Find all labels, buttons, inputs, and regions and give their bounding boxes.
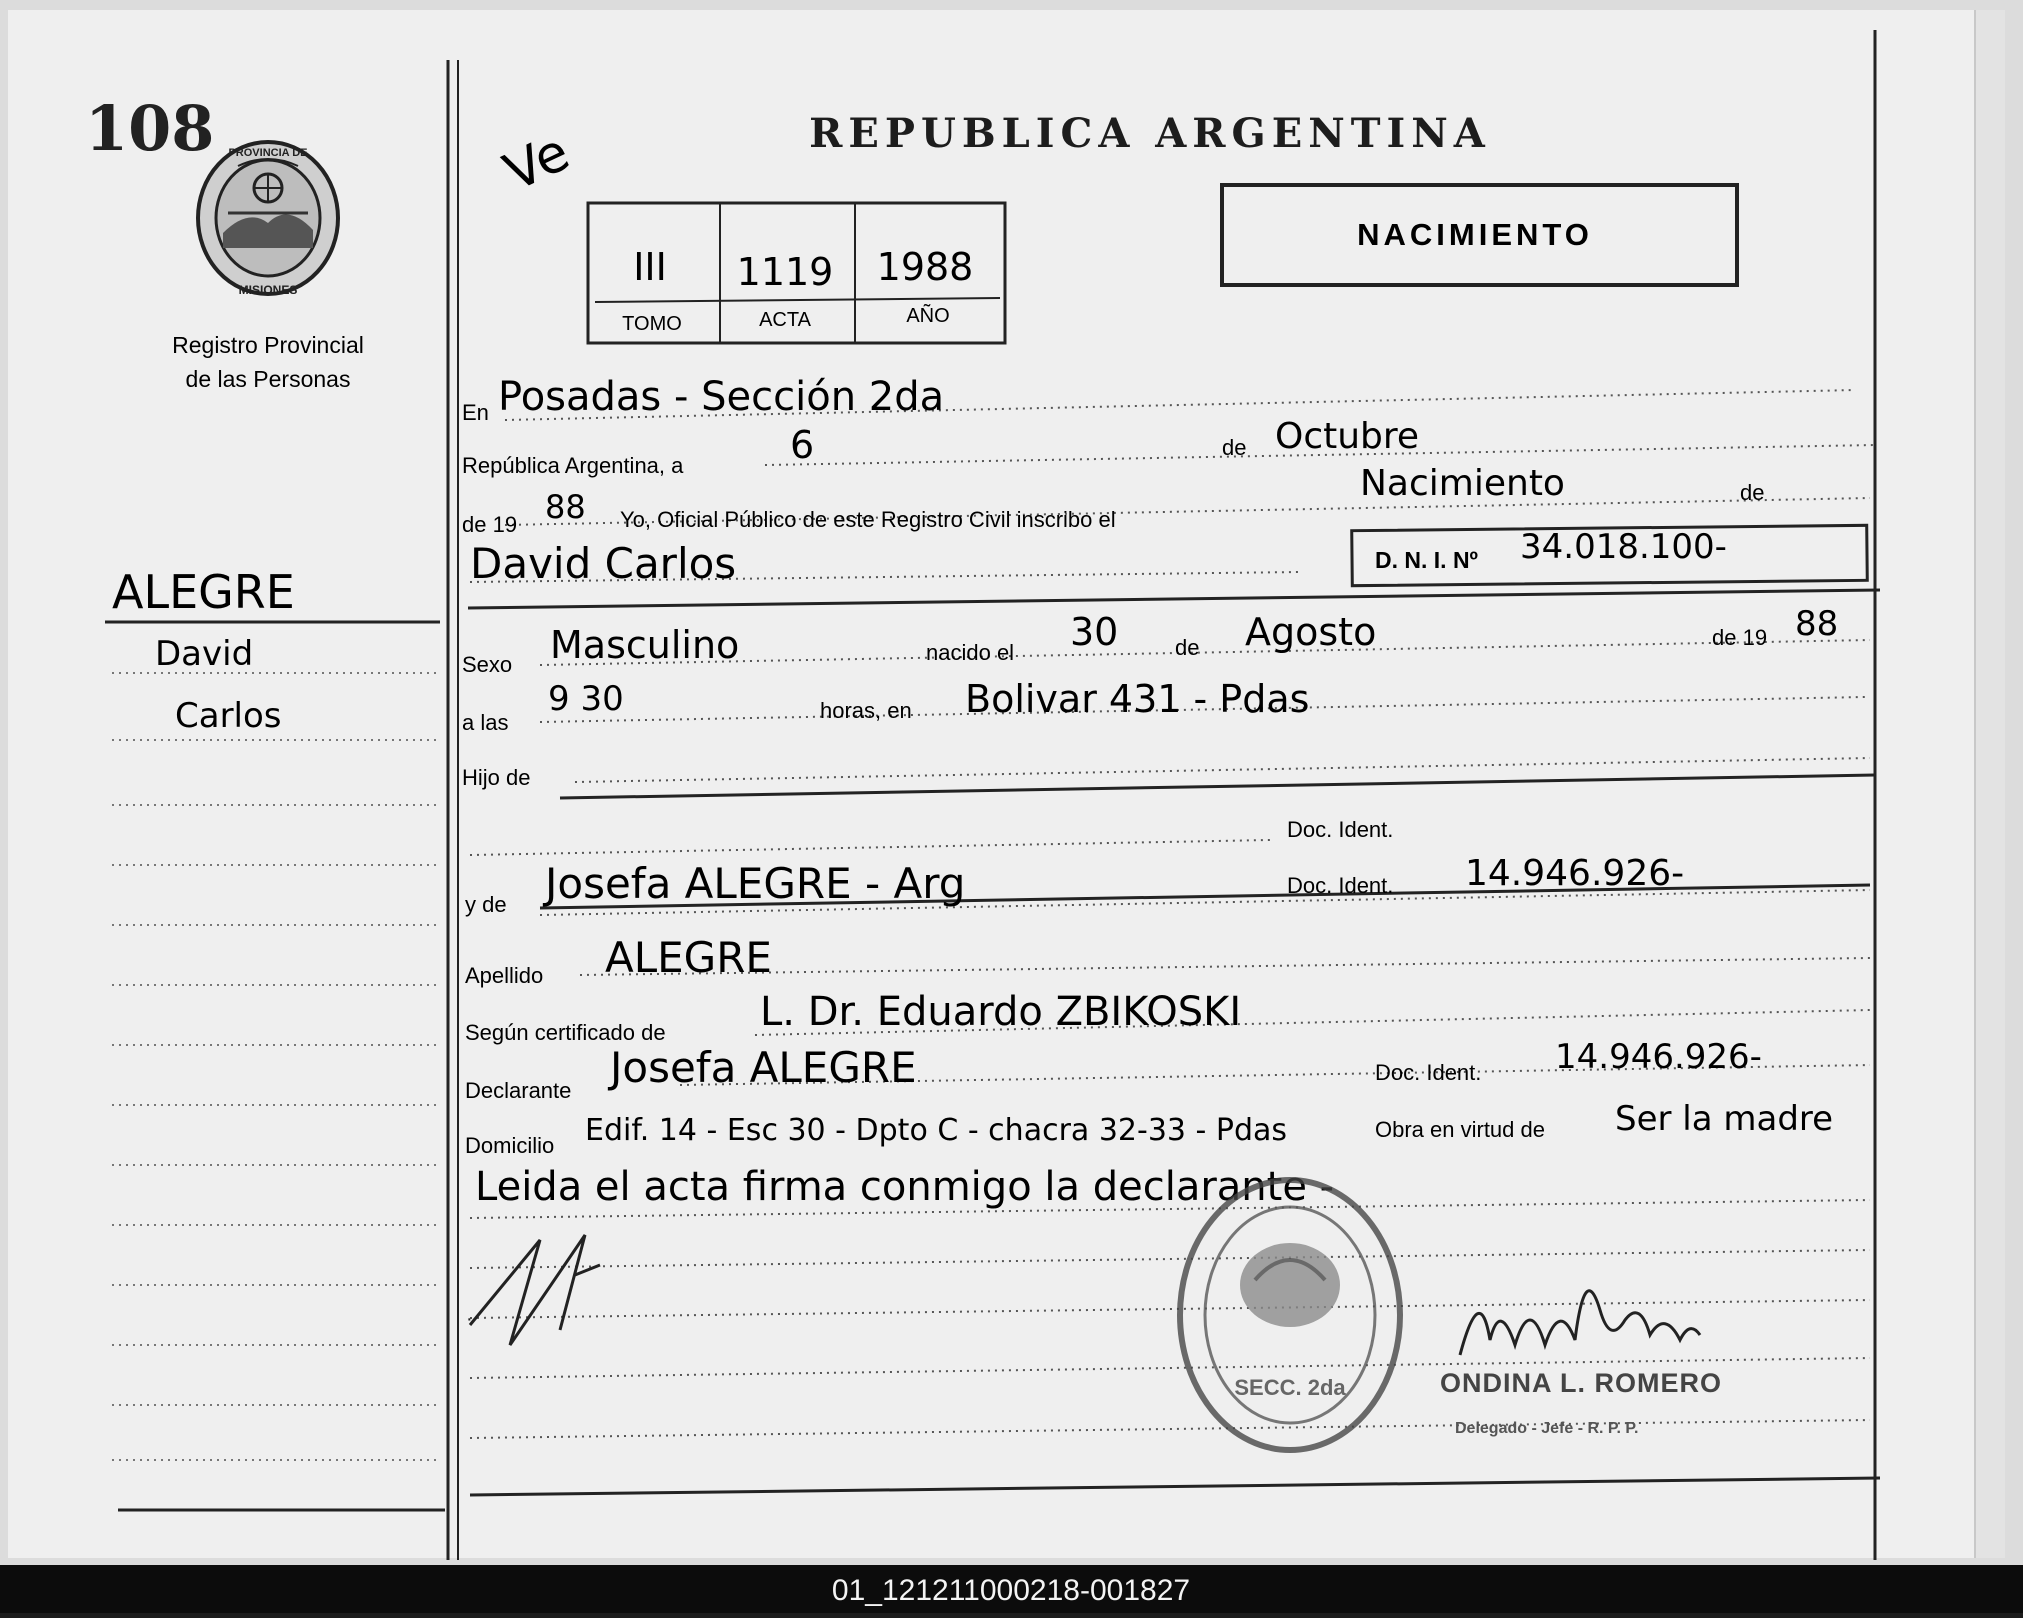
child-name: David Carlos [470,539,737,588]
day-value: 6 [790,423,815,467]
obra-label: Obra en virtud de [1375,1117,1545,1142]
place-value: Bolivar 431 - Pdas [965,677,1310,721]
acta-value: 1119 [736,250,834,294]
de3-label: de [1175,635,1200,660]
registry-line-2: de las Personas [185,366,351,392]
page-edge [1975,10,2005,1558]
mother-doc: 14.946.926- [1465,853,1685,894]
sexo-value: Masculino [550,623,740,667]
margin-name-1: David [155,634,254,674]
obra-value: Ser la madre [1615,1099,1834,1139]
ano-label: AÑO [906,305,950,327]
domicilio-value: Edif. 14 - Esc 30 - Dpto C - chacra 32-33 - Pdas [585,1113,1288,1148]
official-name: ONDINA L. ROMERO [1440,1368,1722,1398]
hour-value: 9 30 [548,679,624,719]
mother-value: Josefa ALEGRE - Arg [545,859,966,908]
official-title: Delegado - Jefe - R. P. P. [1455,1420,1639,1437]
yde-label: y de [465,892,507,917]
seal-text-top: PROVINCIA DE [228,147,308,159]
birth-month: Agosto [1245,610,1377,654]
acta-label: ACTA [759,309,811,331]
birth-day: 30 [1070,610,1119,654]
en-value: Posadas - Sección 2da [498,374,945,420]
act-value: Nacimiento [1360,463,1565,504]
provincial-seal-icon [198,142,338,294]
hijo-label: Hijo de [462,765,531,790]
year-value: 88 [545,488,586,526]
doc-ident3-label: Doc. Ident. [1375,1060,1482,1085]
year-prefix-label: de 19 [462,512,518,537]
en-label: En [462,400,489,425]
nacido-label: nacido el [926,640,1015,665]
margin-name-2: Carlos [175,696,282,736]
oficial-text: Yo, Oficial Público de este Registro Civil inscribo el [620,507,1116,532]
footer-filename: 01_121211000218-001827 [831,1574,1191,1607]
closing-value: Leida el acta firma conmigo la declarante - [475,1164,1335,1210]
declarante-label: Declarante [465,1078,572,1103]
doc-ident-label: Doc. Ident. [1287,817,1394,842]
document-type: NACIMIENTO [1357,217,1593,252]
dni-label: D. N. I. Nº [1375,547,1478,573]
declarante-doc: 14.946.926- [1555,1037,1762,1077]
margin-surname: ALEGRE [112,565,295,619]
declarante-value: Josefa ALEGRE [610,1043,917,1092]
tomo-value: III [633,245,667,289]
signature-dot: · [466,1308,473,1330]
page-number: 108 [85,92,215,165]
segun-label: Según certificado de [465,1020,666,1045]
seal-text-bottom: MISIONES [238,283,298,297]
doc-ident2-label: Doc. Ident. [1287,873,1394,898]
de-label: de [1222,435,1247,460]
de2-label: de [1740,480,1765,505]
stamp-section: SECC. 2da [1234,1375,1346,1400]
ano-value: 1988 [876,245,974,289]
margin-mark: Ve [495,122,579,204]
dni-value: 34.018.100- [1520,527,1727,567]
de19-label: de 19 [1712,625,1768,650]
republica-label: República Argentina, a [462,453,684,478]
tomo-label: TOMO [622,313,682,335]
segun-value: L. Dr. Eduardo ZBIKOSKI [760,989,1242,1035]
sexo-label: Sexo [462,652,513,677]
month-value: Octubre [1275,416,1420,457]
alas-label: a las [462,710,509,735]
horas-label: horas, en [820,698,912,723]
apellido-label: Apellido [465,963,544,988]
country-title: REPUBLICA ARGENTINA [809,110,1491,157]
registry-line-1: Registro Provincial [172,332,364,358]
apellido-value: ALEGRE [605,933,772,982]
domicilio-label: Domicilio [465,1133,555,1158]
birth-year: 88 [1795,604,1839,644]
